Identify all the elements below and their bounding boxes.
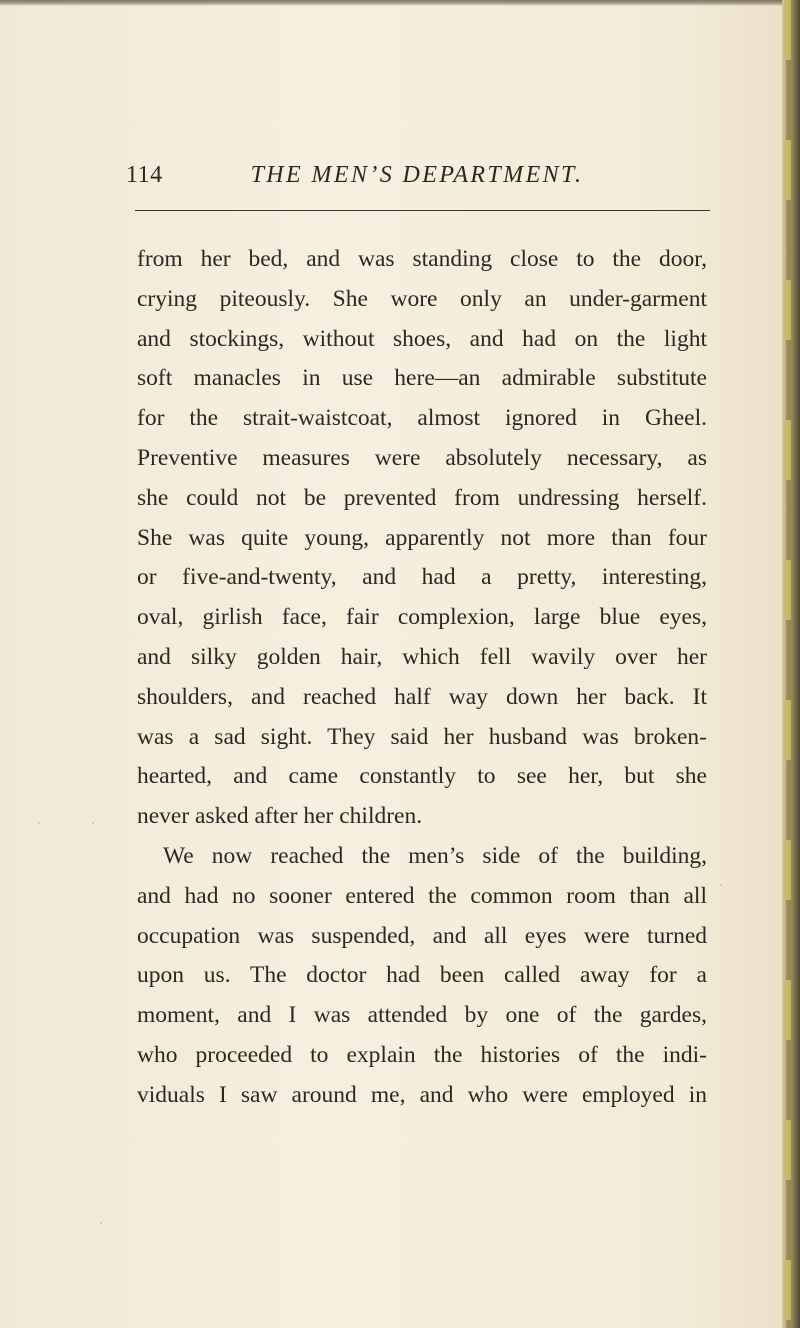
running-head: THE MEN’S DEPARTMENT. [250,162,584,188]
paper-speck [38,822,40,824]
text-line: shoulders, and reached half way down her back. It [137,683,707,710]
text-line: upon us. The doctor had been called away for a [137,962,707,989]
page-top-edge [0,0,800,6]
text-line: was a sad sight. They said her husband was broken- [137,723,707,750]
text-line: and silky golden hair, which fell wavily over her [137,643,707,670]
paper-speck [92,822,94,824]
text-line: or five-and-twenty, and had a pretty, interesting, [137,564,707,591]
text-line: from her bed, and was standing close to the door, [137,246,707,272]
page-number: 114 [126,162,163,188]
text-line: She was quite young, apparently not more than four [137,524,707,551]
text-line: soft manacles in use here—an admirable substitute [137,365,707,392]
paper-speck [720,884,722,886]
text-line: and stockings, without shoes, and had on the light [137,325,707,352]
text-line: occupation was suspended, and all eyes were turned [137,922,707,949]
paragraph-first-line: We now reached the men’s side of the building, [163,842,707,869]
text-line: for the strait-waistcoat, almost ignored in Gheel. [137,405,707,432]
text-line: viduals I saw around me, and who were employed in [137,1081,707,1108]
text-line: Preventive measures were absolutely necessary, as [137,444,707,471]
paper-speck [100,1222,102,1224]
text-line: hearted, and came constantly to see her, but she [137,763,707,790]
body-text [137,240,707,1116]
paragraph-last-line: never asked after her children. [137,803,423,830]
text-line: and had no sooner entered the common room than all [137,882,707,909]
text-line: she could not be prevented from undressing herself. [137,484,707,511]
header-rule [135,210,710,211]
text-line: who proceeded to explain the histories of the indi- [137,1041,707,1068]
text-line: crying piteously. She wore only an under-garment [137,285,707,312]
page-header [126,158,708,198]
text-line: oval, girlish face, fair complexion, large blue eyes, [137,604,707,631]
book-binding-edge [782,0,800,1328]
text-line: moment, and I was attended by one of the gardes, [137,1002,707,1029]
